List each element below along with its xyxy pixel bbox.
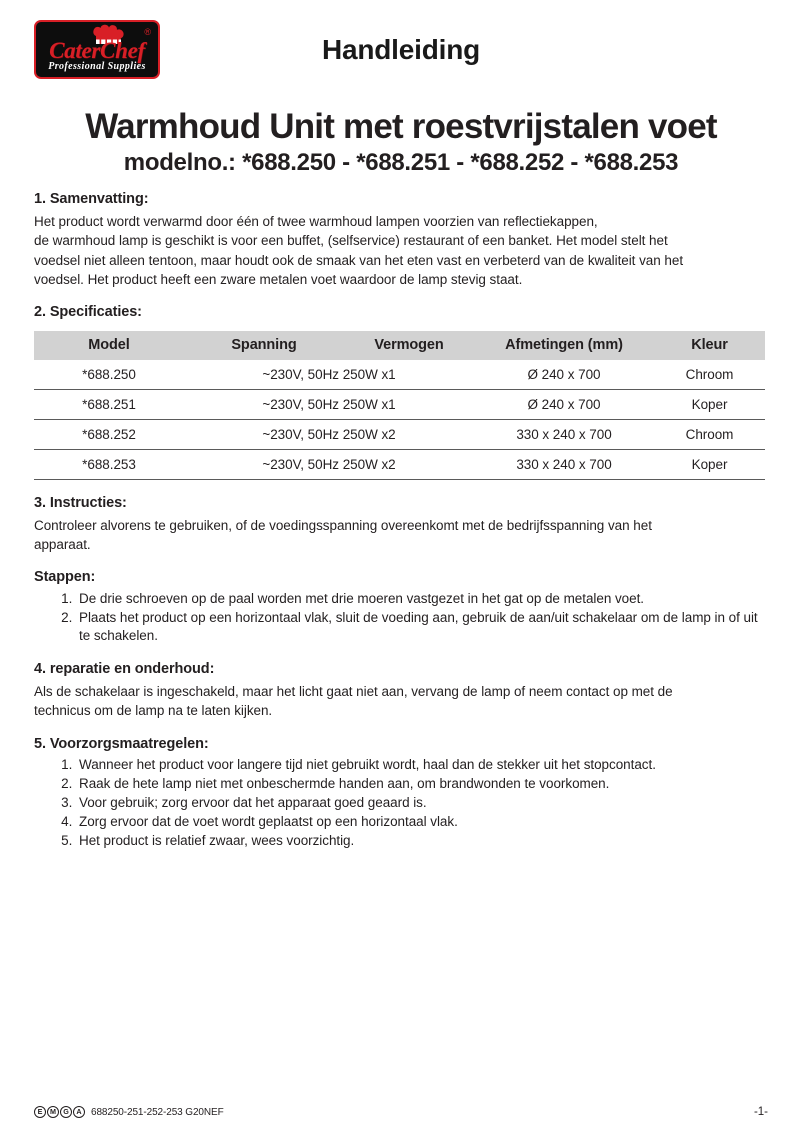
steps-list	[34, 590, 768, 647]
list-item: 2. Plaats het product op een horizontaal vlak, sluit de voeding aan, gebruik de aan/uit schakelaar om de lamp in of uit te schakelen.	[76, 609, 768, 647]
cell-spanning: ~230V, 50Hz 250W x1	[184, 360, 474, 390]
section-instructions	[34, 494, 768, 554]
list-item: 3. Voor gebruik; zorg ervoor dat het apparaat goed geaard is.	[76, 794, 768, 813]
list-item: 4. Zorg ervoor dat de voet wordt geplaatst op een horizontaal vlak.	[76, 813, 768, 832]
registered-trademark-icon: ®	[144, 27, 151, 37]
instructions-body	[34, 516, 768, 554]
instructions-heading: 3. Instructies:	[34, 494, 127, 511]
instructions-line: Controleer alvorens te gebruiken, of de voedingsspanning overeenkomt met de bedrijfsspanning van het	[34, 517, 652, 533]
instructions-line: apparaat.	[34, 536, 91, 552]
title-block	[34, 108, 768, 176]
precautions-list	[34, 756, 768, 850]
logo-brand-text: CaterChef	[49, 38, 145, 63]
cell-model: *688.253	[34, 449, 184, 479]
section-specifications	[34, 303, 768, 480]
section-summary	[34, 190, 768, 288]
summary-body	[34, 212, 768, 289]
cell-model: *688.252	[34, 419, 184, 449]
summary-line: Het product wordt verwarmd door één of twee warmhoud lampen voorzien van reflectiekappen,	[34, 214, 598, 230]
summary-line: voedsel niet alleen tentoon, maar houdt ook de smaak van het eten vast en verbeterd van de kwaliteit van het	[34, 252, 684, 268]
column-header-vermogen: Vermogen	[344, 331, 474, 360]
list-item: 2. Raak de hete lamp niet met onbeschermde handen aan, om brandwonden te voorkomen.	[76, 775, 768, 794]
cell-kleur: Chroom	[654, 419, 765, 449]
document-footer	[34, 1106, 768, 1118]
emga-letter-m-icon: M	[47, 1106, 59, 1118]
cell-spanning: ~230V, 50Hz 250W x2	[184, 449, 474, 479]
summary-line: voedsel. Het product heeft een zware metalen voet waardoor de lamp stevig staat.	[34, 271, 523, 287]
footer-left-group	[34, 1106, 224, 1118]
document-header	[34, 0, 768, 78]
cell-kleur: Chroom	[654, 360, 765, 390]
column-header-spanning: Spanning	[184, 331, 344, 360]
table-row	[34, 449, 765, 479]
page-title: Warmhoud Unit met roestvrijstalen voet	[85, 107, 717, 146]
specifications-heading: 2. Specificaties:	[34, 303, 142, 320]
section-steps	[34, 568, 768, 647]
column-header-afmetingen: Afmetingen (mm)	[474, 331, 654, 360]
list-item: 1. De drie schroeven op de paal worden met drie moeren vastgezet in het gat op de metalen voet.	[76, 590, 768, 609]
table-header-row	[34, 331, 765, 360]
cell-afmetingen: 330 x 240 x 700	[474, 449, 654, 479]
cell-spanning: ~230V, 50Hz 250W x2	[184, 419, 474, 449]
column-header-kleur: Kleur	[654, 331, 765, 360]
cell-model: *688.250	[34, 360, 184, 390]
cell-kleur: Koper	[654, 389, 765, 419]
footer-document-code: 688250-251-252-253 G20NEF	[91, 1106, 224, 1118]
steps-heading: Stappen:	[34, 568, 96, 585]
cell-kleur: Koper	[654, 449, 765, 479]
repair-heading: 4. reparatie en onderhoud:	[34, 661, 215, 678]
table-header	[34, 331, 765, 360]
repair-line: technicus om de lamp na te laten kijken.	[34, 703, 273, 719]
emga-letter-g-icon: G	[60, 1106, 72, 1118]
emga-letter-a-icon: A	[73, 1106, 85, 1118]
caterchef-logo	[34, 20, 160, 79]
cell-afmetingen: Ø 240 x 700	[474, 389, 654, 419]
table-row	[34, 389, 765, 419]
specifications-table	[34, 331, 765, 480]
repair-line: Als de schakelaar is ingeschakeld, maar het licht gaat niet aan, vervang de lamp of neem contact op met de	[34, 684, 673, 700]
table-row	[34, 360, 765, 390]
emga-logo	[34, 1106, 85, 1118]
list-item: 5. Het product is relatief zwaar, wees voorzichtig.	[76, 832, 768, 851]
precautions-heading: 5. Voorzorgsmaatregelen:	[34, 735, 209, 752]
summary-line: de warmhoud lamp is geschikt is voor een buffet, (selfservice) restaurant of een banket. Het model stelt het	[34, 233, 668, 249]
logo-tagline-text: Professional Supplies	[48, 61, 146, 72]
cell-afmetingen: 330 x 240 x 700	[474, 419, 654, 449]
emga-letter-e-icon: E	[34, 1106, 46, 1118]
table-row	[34, 419, 765, 449]
cell-spanning: ~230V, 50Hz 250W x1	[184, 389, 474, 419]
page-subtitle-modelnumbers: modelno.: *688.250 - *688.251 - *688.252 - *688.253	[123, 148, 679, 176]
cell-afmetingen: Ø 240 x 700	[474, 360, 654, 390]
repair-body	[34, 682, 768, 720]
document-type-title: Handleiding	[321, 34, 481, 65]
column-header-model: Model	[34, 331, 184, 360]
section-precautions	[34, 735, 768, 851]
page-number: -1-	[753, 1106, 768, 1118]
summary-heading: 1. Samenvatting:	[34, 191, 149, 208]
list-item: 1. Wanneer het product voor langere tijd niet gebruikt wordt, haal dan de stekker uit het stopcontact.	[76, 756, 768, 775]
cell-model: *688.251	[34, 389, 184, 419]
table-body	[34, 360, 765, 480]
section-repair	[34, 660, 768, 720]
